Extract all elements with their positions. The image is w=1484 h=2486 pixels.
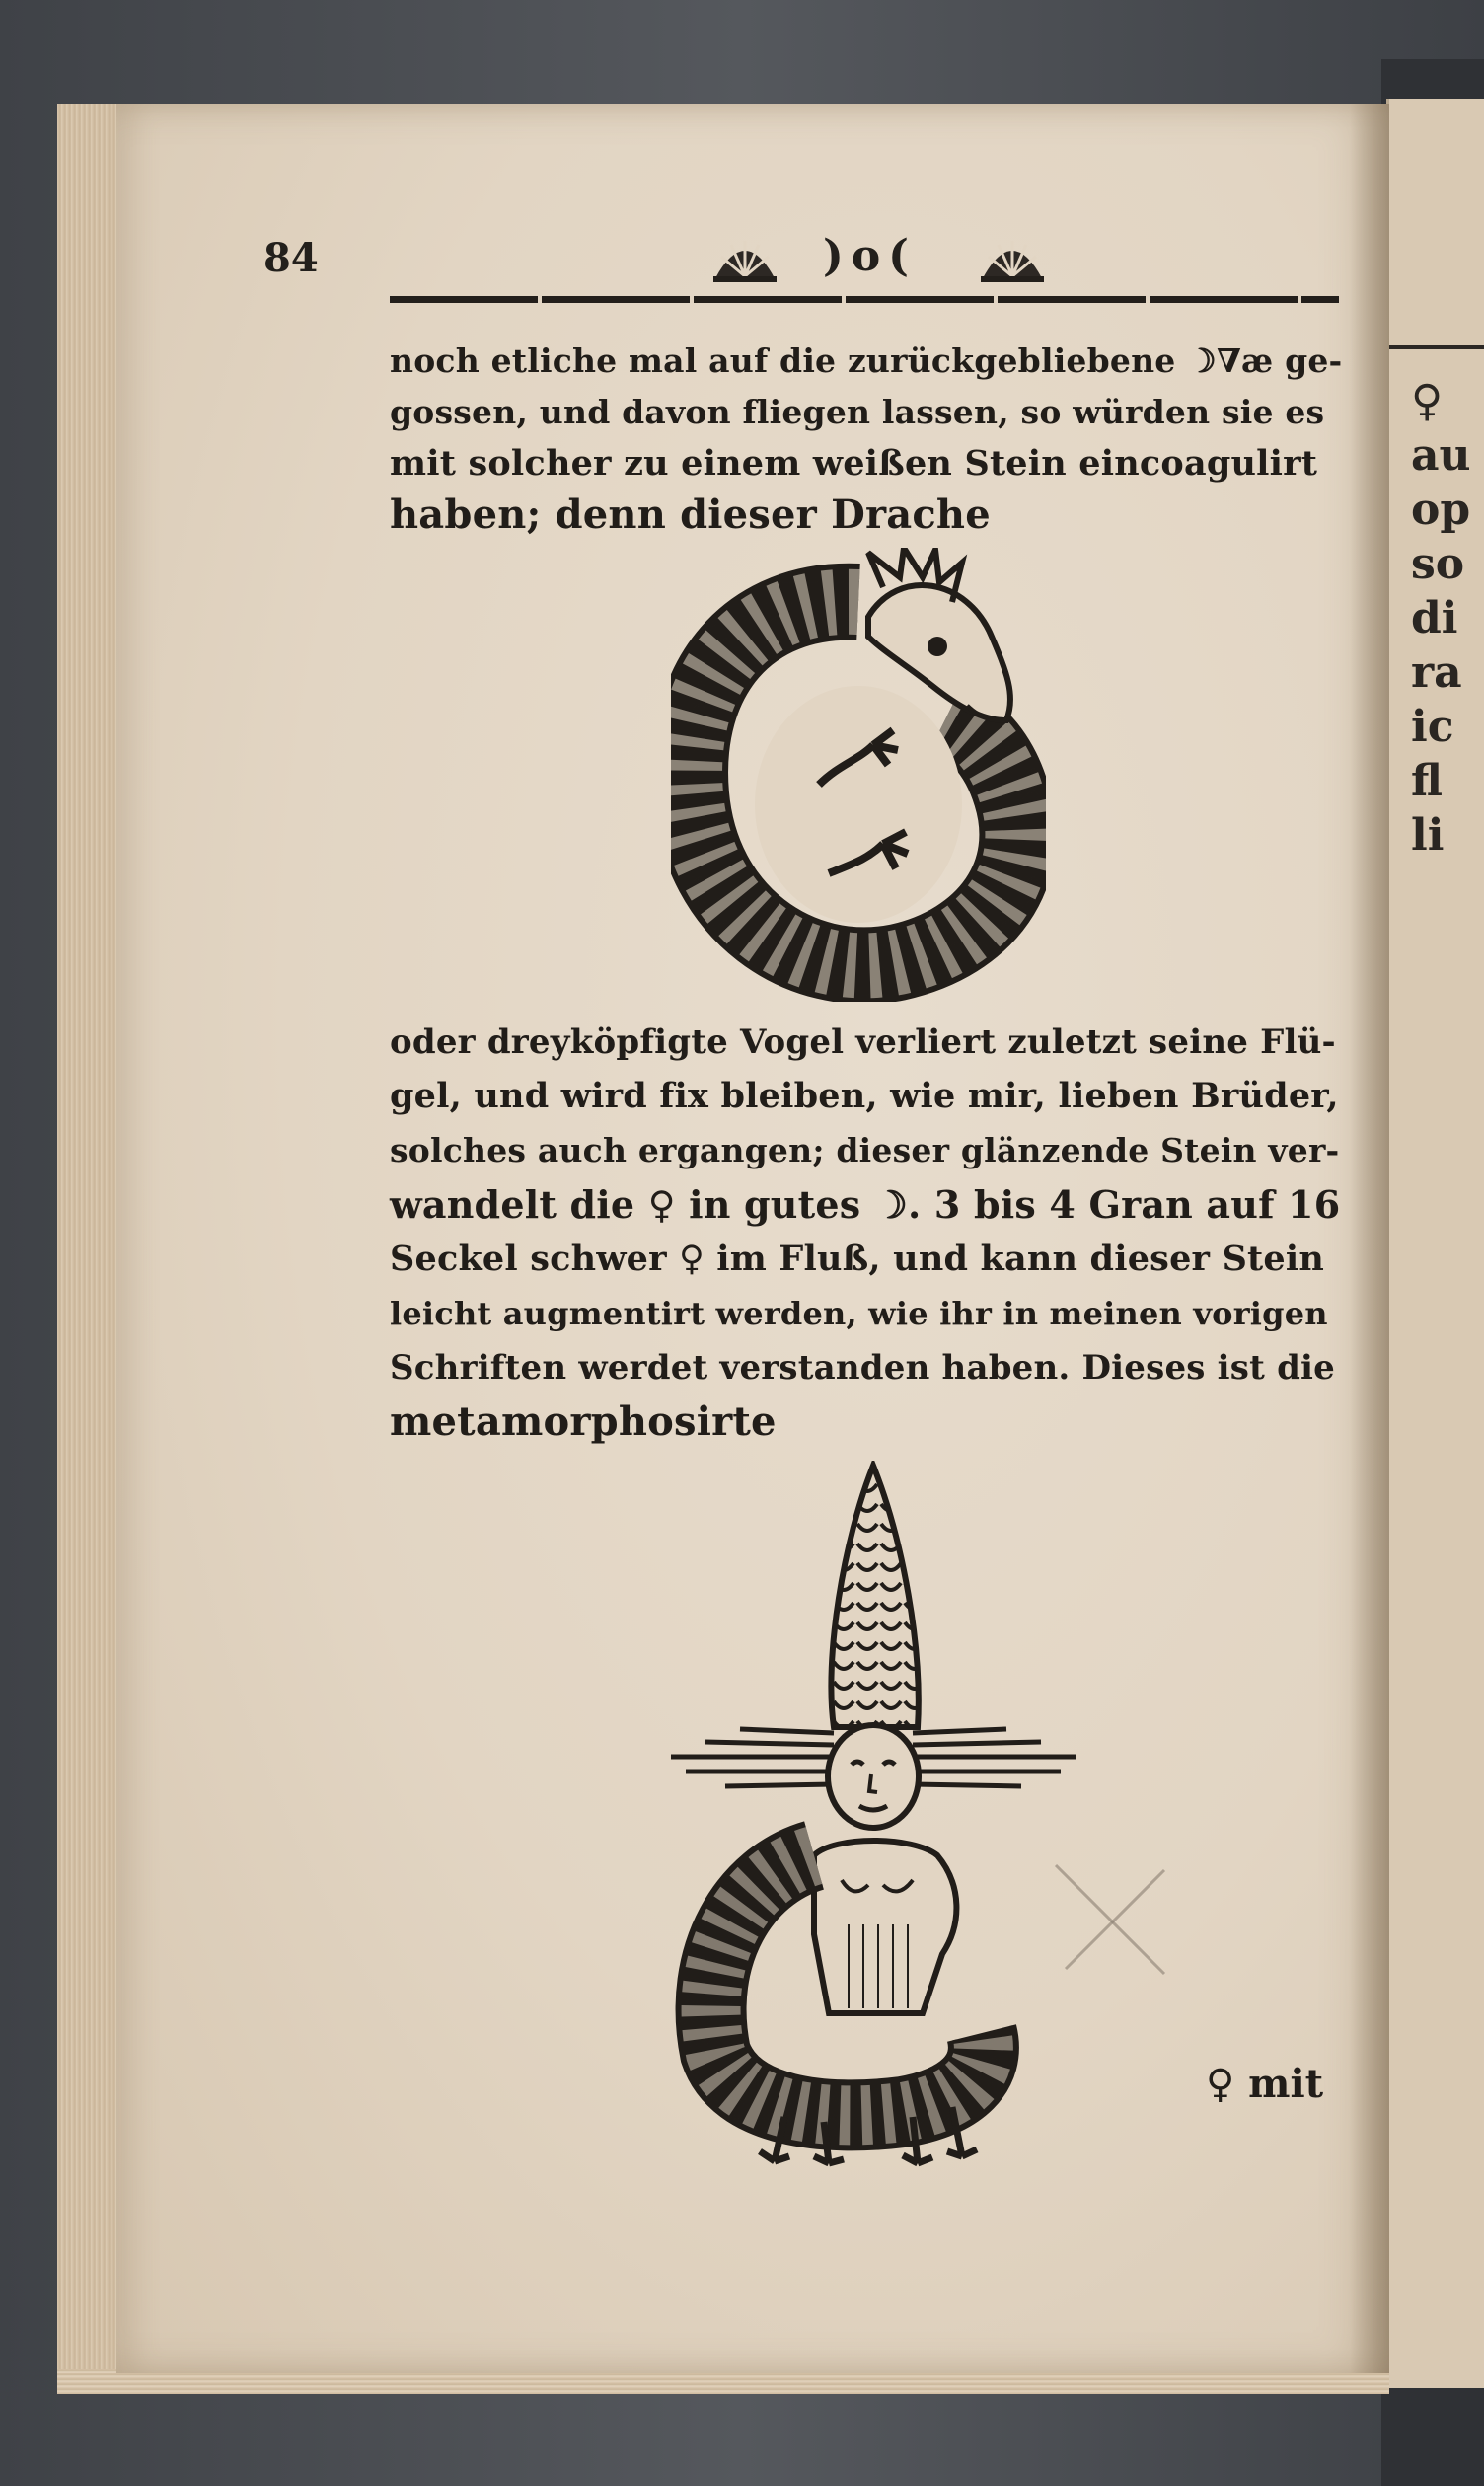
- next-page-edge: [1386, 99, 1484, 2388]
- next-page-fragment: di: [1411, 593, 1458, 643]
- text-line: gel, und wird fix bleiben, wie mir, lieben Brüder,: [390, 1076, 1339, 1116]
- text-line: solches auch ergangen; dieser glänzende Stein ver-: [390, 1131, 1340, 1169]
- text-line: oder dreyköpfigte Vogel verliert zuletzt seine Flü-: [390, 1022, 1336, 1062]
- text-line: mit solcher zu einem weißen Stein eincoagulirt: [390, 443, 1318, 484]
- text-line: wandelt die ♀ in gutes ☽. 3 bis 4 Gran auf 16: [390, 1182, 1341, 1227]
- text-line: metamorphosirte: [390, 1398, 777, 1445]
- next-page-header-rule: [1389, 345, 1484, 349]
- next-page-fragment: li: [1411, 810, 1445, 861]
- next-page-fragment: so: [1411, 539, 1465, 589]
- text-line: haben; denn dieser Drache: [390, 491, 991, 538]
- serpent-woman-woodcut-illustration: [666, 1461, 1080, 2171]
- header-mark: )o(: [823, 231, 917, 281]
- next-page-fragment: ♀: [1411, 376, 1444, 426]
- page-number: 84: [263, 235, 319, 281]
- catchword: ♀ mit: [1206, 2061, 1324, 2107]
- next-page-fragment: ic: [1411, 702, 1454, 752]
- next-page-fragment: op: [1411, 485, 1471, 535]
- gutter-shadow: [1350, 104, 1389, 2373]
- text-line: leicht augmentirt werden, wie ihr in meinen vorigen: [390, 1295, 1328, 1332]
- header-rule: [390, 296, 1339, 303]
- text-line: Schriften werdet verstanden haben. Dieses ist die: [390, 1348, 1335, 1388]
- shell-ornament-icon: [977, 229, 1048, 284]
- text-line: gossen, und davon fliegen lassen, so würden sie es: [390, 393, 1325, 431]
- text-line: Seckel schwer ♀ im Fluß, und kann dieser Stein: [390, 1239, 1325, 1279]
- next-page-fragment: fl: [1411, 756, 1443, 806]
- text-line: noch etliche mal auf die zurückgebliebene ☽∇æ ge-: [390, 341, 1343, 380]
- next-page-fragment: ra: [1411, 647, 1462, 698]
- running-head: [263, 229, 1339, 292]
- dragon-woodcut-illustration: [671, 548, 1046, 1002]
- pencil-cross-mark: [1046, 1855, 1174, 1984]
- next-page-fragment: au: [1411, 430, 1471, 481]
- shell-ornament-icon: [709, 229, 780, 284]
